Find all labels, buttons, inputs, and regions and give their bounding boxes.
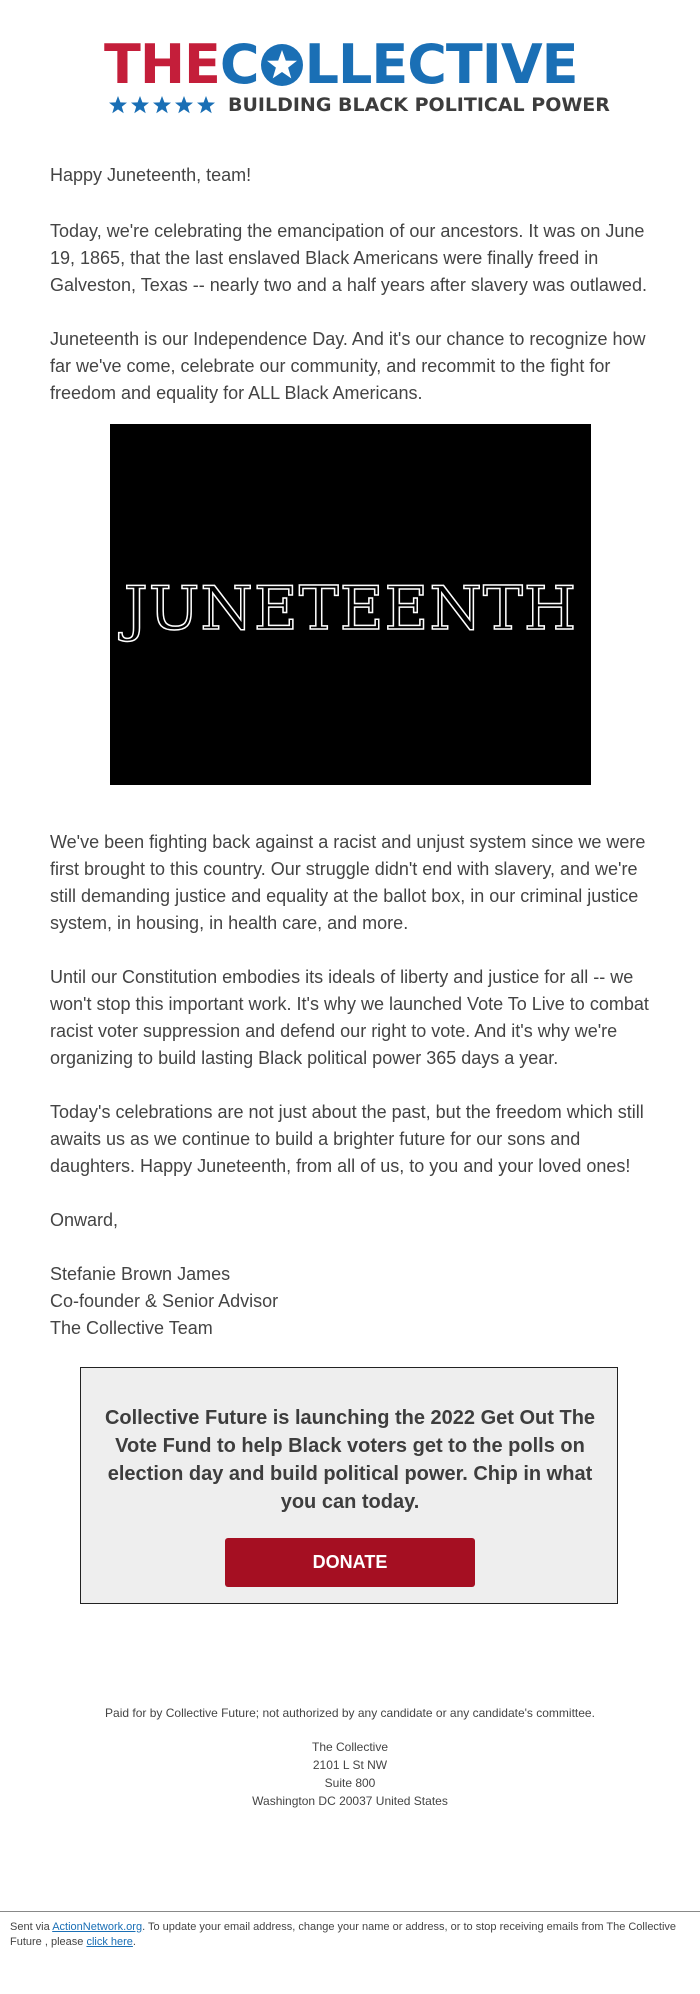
unsubscribe-click-here-link[interactable]: click here	[86, 1936, 133, 1948]
the-collective-logo	[100, 33, 610, 118]
signoff-text: Onward,	[50, 1210, 119, 1230]
logo-tagline-row	[108, 94, 610, 118]
logo-collective-c: C	[219, 33, 259, 96]
footer-sent-via: Sent via	[10, 1921, 53, 1933]
address-line-4: Washington DC 20037 United States	[252, 1794, 448, 1808]
footer-middle-text: . To update your email address, change your name or address, or to stop receiving emails from The Collective Future , please	[10, 1921, 677, 1948]
logo-five-stars-icon	[108, 95, 218, 115]
paragraph-4-text: Until our Constitution embodies its ideals of liberty and justice for all -- we won't stop this important work. It's why we launched Vote To Live to combat racist voter suppression and defend our right to vote. And it's why we're organizing to build lasting Black political power 365 days a year.	[50, 967, 649, 1068]
juneteenth-banner-image	[110, 424, 591, 785]
paragraph-1	[50, 218, 650, 299]
signature-name: Stefanie Brown James	[50, 1264, 231, 1284]
paragraph-3-text: We've been fighting back against a racist and unjust system since we were first brought to this country. Our struggle didn't end with slavery, and we're still demanding justice and equality at the ballot box, in our criminal justice system, in housing, in health care, and more.	[50, 832, 646, 933]
paragraph-3	[50, 829, 650, 937]
greeting	[50, 162, 650, 189]
footer-end-text: .	[132, 1936, 136, 1948]
logo-wordmark	[104, 33, 578, 96]
email-footer	[10, 1920, 690, 1950]
logo-tagline: BUILDING BLACK POLITICAL POWER	[228, 94, 610, 116]
donate-button[interactable]: DONATE	[225, 1538, 475, 1587]
logo-the: THE	[104, 33, 220, 96]
address-line-3: Suite 800	[324, 1776, 376, 1790]
paragraph-5-text: Today's celebrations are not just about the past, but the freedom which still awaits us as we continue to build a brighter future for our sons and daughters. Happy Juneteenth, from all of us, to you and your loved ones!	[50, 1102, 644, 1176]
signature-team: The Collective Team	[50, 1318, 213, 1338]
donate-callout-box	[80, 1367, 618, 1604]
paragraph-2	[50, 326, 650, 407]
address-line-1: The Collective	[311, 1740, 389, 1754]
footer-divider	[0, 1911, 700, 1912]
paid-for-disclaimer: Paid for by Collective Future; not authorized by any candidate or any candidate's committee.	[105, 1706, 595, 1720]
signoff	[50, 1207, 650, 1234]
donate-callout-text: Collective Future is launching the 2022 Get Out The Vote Fund to help Black voters get to the polls on election day and build political power. Chip in what you can today.	[104, 1407, 596, 1513]
greeting-text: Happy Juneteenth, team!	[50, 165, 252, 185]
juneteenth-banner-text: JUNETEENTH	[123, 574, 578, 644]
paragraph-1-text: Today, we're celebrating the emancipation of our ancestors. It was on June 19, 1865, that the last enslaved Black Americans were finally freed in Galveston, Texas -- nearly two and a half years after slavery was outlawed.	[50, 221, 647, 295]
paragraph-2-text: Juneteenth is our Independence Day. And it's our chance to recognize how far we've come, celebrate our community, and recommit to the fight for freedom and equality for ALL Black Americans.	[50, 329, 646, 403]
signature-title: Co-founder & Senior Advisor	[50, 1291, 279, 1311]
paragraph-5	[50, 1099, 650, 1180]
logo-collective-rest: LLECTIVE	[304, 33, 578, 96]
actionnetwork-link[interactable]: ActionNetwork.org	[52, 1921, 143, 1933]
address-line-2: 2101 L St NW	[312, 1758, 388, 1772]
mailing-address	[0, 1738, 700, 1810]
signature-block	[50, 1261, 650, 1342]
paragraph-4	[50, 964, 650, 1072]
logo-star-o-icon	[260, 43, 304, 87]
